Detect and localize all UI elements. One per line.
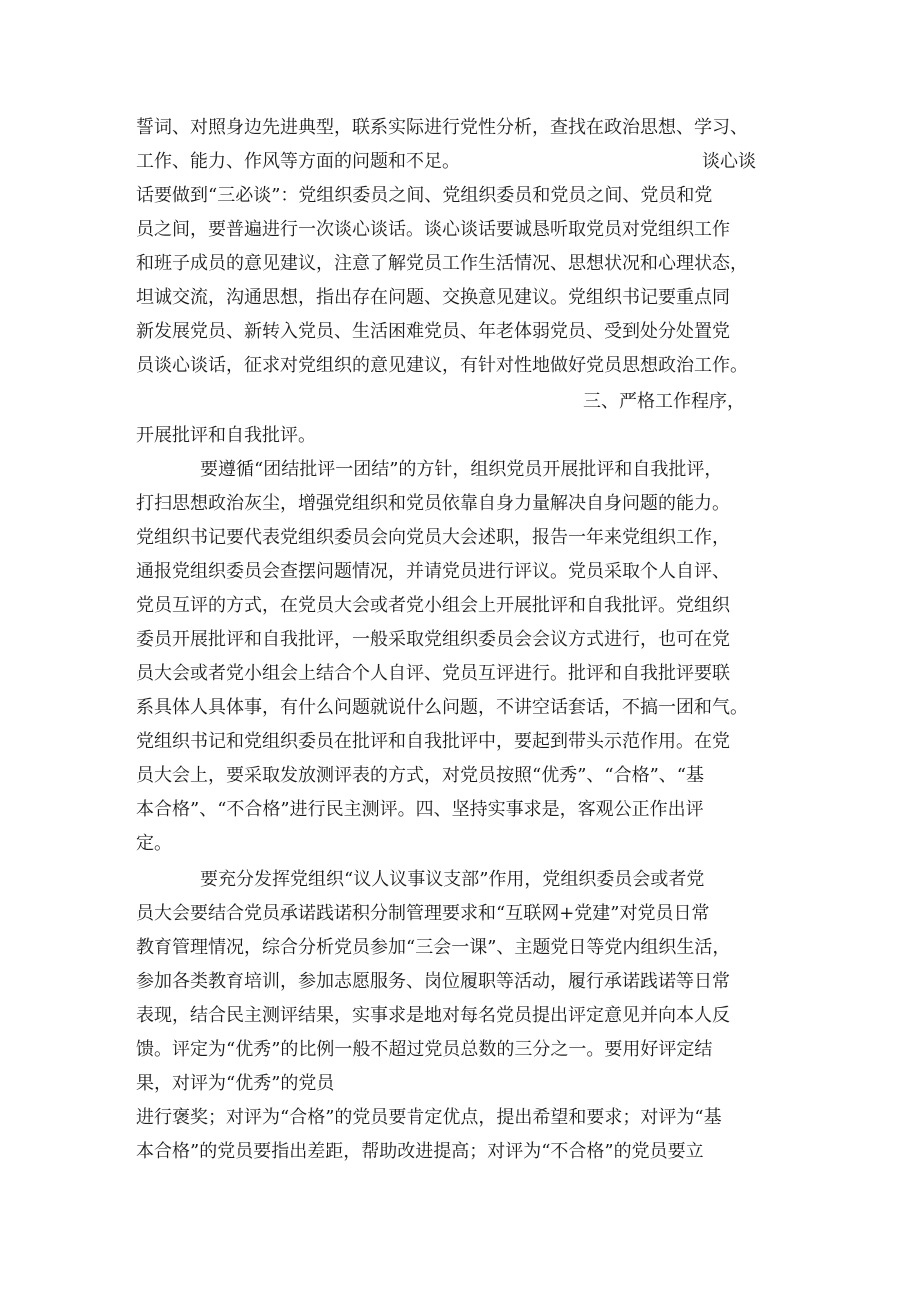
text-line: 开展批评和自我批评。 xyxy=(136,425,316,446)
text-line: 员大会上，要采取发放测评表的方式，对党员按照“优秀”、“合格”、“基 xyxy=(136,765,705,786)
text-line: 员大会要结合党员承诺践诺积分制管理要求和“互联网+党建”对党员日常 xyxy=(136,903,710,924)
text-line: 打扫思想政治灰尘，增强党组织和党员依靠自身力量解决自身问题的能力。 xyxy=(136,493,730,514)
text-line: 誓词、对照身边先进典型，联系实际进行党性分析，查找在政治思想、学习、 xyxy=(136,117,748,138)
text-line: 党组织书记和党组织委员在批评和自我批评中，要起到带头示范作用。在党 xyxy=(136,731,730,752)
text-line: 本合格”、“不合格”进行民主测评。四、坚持实事求是，客观公正作出评 xyxy=(136,799,704,820)
text-line: 果，对评为“优秀”的党员 xyxy=(136,1073,335,1094)
text-line: 员谈心谈话，征求对党组织的意见建议，有针对性地做好党员思想政治工作。 xyxy=(136,355,748,376)
text-line: 参加各类教育培训，参加志愿服务、岗位履职等活动，履行承诺践诺等日常 xyxy=(136,971,730,992)
text-line: 进行褒奖；对评为“合格”的党员要肯定优点，提出希望和要求；对评为“基 xyxy=(136,1107,722,1128)
text-line: 要充分发挥党组织“议人议事议支部”作用，党组织委员会或者党 xyxy=(200,869,705,890)
text-line: 系具体人具体事，有什么问题就说什么问题，不讲空话套话，不搞一团和气。 xyxy=(136,697,748,718)
text-line: 要遵循“团结批评一团结”的方针，组织党员开展批评和自我批评， xyxy=(200,459,723,480)
text-line: 谈心谈 xyxy=(702,151,756,172)
text-line: 话要做到“三必谈”：党组织委员之间、党组织委员和党员之间、党员和党 xyxy=(136,185,713,206)
text-line: 员之间，要普遍进行一次谈心谈话。谈心谈话要诚恳听取党员对党组织工作 xyxy=(136,219,730,240)
text-line: 本合格”的党员要指出差距，帮助改进提高；对评为“不合格”的党员要立 xyxy=(136,1141,704,1162)
text-line: 教育管理情况，综合分析党员参加“三会一课”、主题党日等党内组织生活， xyxy=(136,937,731,958)
text-line: 和班子成员的意见建议，注意了解党员工作生活情况、思想状况和心理状态， xyxy=(136,253,748,274)
section-heading: 三、严格工作程序， xyxy=(583,391,745,412)
text-line: 党员互评的方式，在党员大会或者党小组会上开展批评和自我批评。党组织 xyxy=(136,595,730,616)
text-line: 工作、能力、作风等方面的问题和不足。 xyxy=(136,151,460,172)
text-line: 坦诚交流，沟通思想，指出存在问题、交换意见建议。党组织书记要重点同 xyxy=(136,287,730,308)
text-line: 表现，结合民主测评结果，实事求是地对每名党员提出评定意见并向本人反 xyxy=(136,1005,730,1026)
text-line: 新发展党员、新转入党员、生活困难党员、年老体弱党员、受到处分处置党 xyxy=(136,321,730,342)
text-line: 定。 xyxy=(136,833,172,854)
text-line: 通报党组织委员会查摆问题情况，并请党员进行评议。党员采取个人自评、 xyxy=(136,561,730,582)
text-line: 党组织书记要代表党组织委员会向党员大会述职，报告一年来党组织工作， xyxy=(136,527,730,548)
text-line: 员大会或者党小组会上结合个人自评、党员互评进行。批评和自我批评要联 xyxy=(136,663,730,684)
text-line: 馈。评定为“优秀”的比例一般不超过党员总数的三分之一。要用好评定结 xyxy=(136,1039,713,1060)
text-line: 委员开展批评和自我批评，一般采取党组织委员会会议方式进行，也可在党 xyxy=(136,629,730,650)
